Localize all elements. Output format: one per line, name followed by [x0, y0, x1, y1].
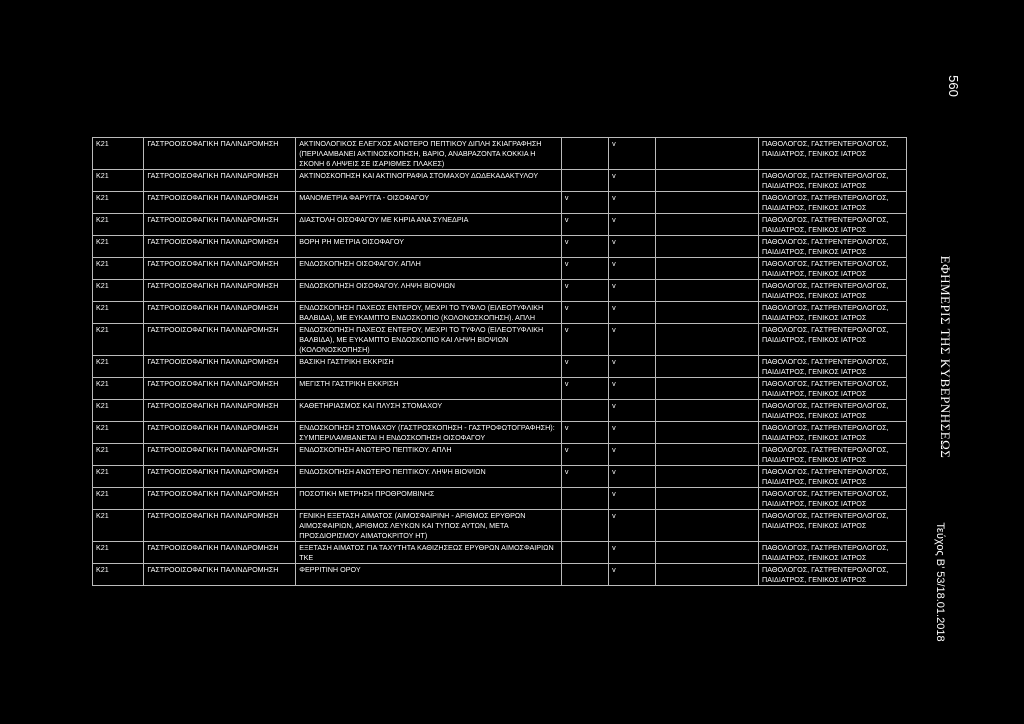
- row-mark-1: v: [561, 444, 608, 466]
- row-mark-1: v: [561, 192, 608, 214]
- row-code: K21: [93, 258, 144, 280]
- row-specialties: ΠΑΘΟΛΟΓΟΣ, ΓΑΣΤΡΕΝΤΕΡΟΛΟΓΟΣ, ΠΑΙΔΙΑΤΡΟΣ, ΓΕΝΙΚΟΣ ΙΑΤΡΟΣ: [759, 236, 907, 258]
- row-description: ΕΝΔΟΣΚΟΠΗΣΗ ΠΑΧΕΟΣ ΕΝΤΕΡΟΥ, ΜΕΧΡΙ ΤΟ ΤΥΦΛΟ (ΕΙΛΕΟΤΥΦΛΙΚΗ ΒΑΛΒΙΔΑ), ΜΕ ΕΥΚΑΜΠΤΟ ΕΝΔΟΣΚΟΠΙΟ (ΚΟΛΟΝΟΣΚΟΠΗΣΗ). ΑΠΛΗ: [296, 302, 562, 324]
- row-code: K21: [93, 378, 144, 400]
- row-description: ΕΞΕΤΑΣΗ ΑΙΜΑΤΟΣ ΓΙΑ ΤΑΧΥΤΗΤΑ ΚΑΘΙΖΗΣΕΩΣ ΕΡΥΘΡΩΝ ΑΙΜΟΣΦΑΙΡΙΩΝ ΤΚΕ: [296, 542, 562, 564]
- row-description: ΑΚΤΙΝΟΛΟΓΙΚΟΣ ΕΛΕΓΧΟΣ ΑΝΩΤΕΡΟ ΠΕΠΤΙΚΟΥ ΔΙΠΛΗ ΣΚΙΑΓΡΑΦΗΣΗ (ΠΕΡΙΛΑΜΒΑΝΕΙ ΑΚΤΙΝΟΣΚΟΠΗΣΗ, ΒΑΡΙΟ, ΑΝΑΒΡΑΖΟΝΤΑ ΚΟΚΚΙΑ Η ΣΚΟΝΗ 6 ΛΗΨΕΙΣ ΣΕ ΙΣΑΡΙΘΜΕΣ ΠΛΑΚΕΣ): [296, 138, 562, 170]
- gazette-title: ΕΦΗΜΕΡΙΣ ΤΗΣ ΚΥΒΕΡΝΗΣΕΩΣ: [938, 255, 953, 459]
- row-category: ΓΑΣΤΡΟΟΙΣΟΦΑΓΙΚΗ ΠΑΛΙΝΔΡΟΜΗΣΗ: [144, 422, 296, 444]
- row-code: K21: [93, 192, 144, 214]
- row-description: ΕΝΔΟΣΚΟΠΗΣΗ ΠΑΧΕΟΣ ΕΝΤΕΡΟΥ, ΜΕΧΡΙ ΤΟ ΤΥΦΛΟ (ΕΙΛΕΟΤΥΦΛΙΚΗ ΒΑΛΒΙΔΑ), ΜΕ ΕΥΚΑΜΠΤΟ ΕΝΔΟΣΚΟΠΙΟ ΚΑΙ ΛΗΨΗ ΒΙΟΨΙΩΝ (ΚΟΛΟΝΟΣΚΟΠΗΣΗ): [296, 324, 562, 356]
- row-specialties: ΠΑΘΟΛΟΓΟΣ, ΓΑΣΤΡΕΝΤΕΡΟΛΟΓΟΣ, ΠΑΙΔΙΑΤΡΟΣ, ΓΕΝΙΚΟΣ ΙΑΤΡΟΣ: [759, 258, 907, 280]
- row-mark-2: v: [609, 488, 656, 510]
- table-row: [93, 236, 907, 258]
- row-specialties: ΠΑΘΟΛΟΓΟΣ, ΓΑΣΤΡΕΝΤΕΡΟΛΟΓΟΣ, ΠΑΙΔΙΑΤΡΟΣ, ΓΕΝΙΚΟΣ ΙΑΤΡΟΣ: [759, 422, 907, 444]
- row-description: ΕΝΔΟΣΚΟΠΗΣΗ ΑΝΩΤΕΡΟ ΠΕΠΤΙΚΟΥ. ΑΠΛΗ: [296, 444, 562, 466]
- row-mark-1: v: [561, 302, 608, 324]
- row-mark-1: [561, 138, 608, 170]
- row-mark-1: [561, 400, 608, 422]
- row-code: K21: [93, 214, 144, 236]
- row-category: ΓΑΣΤΡΟΟΙΣΟΦΑΓΙΚΗ ΠΑΛΙΝΔΡΟΜΗΣΗ: [144, 236, 296, 258]
- row-mark-2: v: [609, 422, 656, 444]
- row-description: ΜΑΝΟΜΕΤΡΙΑ ΦΑΡΥΓΓΑ - ΟΙΣΟΦΑΓΟΥ: [296, 192, 562, 214]
- row-code: K21: [93, 170, 144, 192]
- row-mark-2: v: [609, 324, 656, 356]
- row-code: K21: [93, 236, 144, 258]
- row-mark-2: v: [609, 214, 656, 236]
- row-code: K21: [93, 422, 144, 444]
- row-description: ΕΝΔΟΣΚΟΠΗΣΗ ΟΙΣΟΦΑΓΟΥ. ΑΠΛΗ: [296, 258, 562, 280]
- row-specialties: ΠΑΘΟΛΟΓΟΣ, ΓΑΣΤΡΕΝΤΕΡΟΛΟΓΟΣ, ΠΑΙΔΙΑΤΡΟΣ, ΓΕΝΙΚΟΣ ΙΑΤΡΟΣ: [759, 356, 907, 378]
- row-category: ΓΑΣΤΡΟΟΙΣΟΦΑΓΙΚΗ ΠΑΛΙΝΔΡΟΜΗΣΗ: [144, 324, 296, 356]
- row-specialties: ΠΑΘΟΛΟΓΟΣ, ΓΑΣΤΡΕΝΤΕΡΟΛΟΓΟΣ, ΠΑΙΔΙΑΤΡΟΣ, ΓΕΝΙΚΟΣ ΙΑΤΡΟΣ: [759, 302, 907, 324]
- row-mark-1: [561, 488, 608, 510]
- row-code: K21: [93, 510, 144, 542]
- row-category: ΓΑΣΤΡΟΟΙΣΟΦΑΓΙΚΗ ΠΑΛΙΝΔΡΟΜΗΣΗ: [144, 280, 296, 302]
- row-spacer: [656, 280, 759, 302]
- row-category: ΓΑΣΤΡΟΟΙΣΟΦΑΓΙΚΗ ΠΑΛΙΝΔΡΟΜΗΣΗ: [144, 258, 296, 280]
- table-row: [93, 138, 907, 170]
- row-mark-2: v: [609, 280, 656, 302]
- row-mark-1: v: [561, 422, 608, 444]
- row-specialties: ΠΑΘΟΛΟΓΟΣ, ΓΑΣΤΡΕΝΤΕΡΟΛΟΓΟΣ, ΠΑΙΔΙΑΤΡΟΣ, ΓΕΝΙΚΟΣ ΙΑΤΡΟΣ: [759, 542, 907, 564]
- row-description: ΒΑΣΙΚΗ ΓΑΣΤΡΙΚΗ ΕΚΚΡΙΣΗ: [296, 356, 562, 378]
- row-spacer: [656, 236, 759, 258]
- row-code: K21: [93, 488, 144, 510]
- row-specialties: ΠΑΘΟΛΟΓΟΣ, ΓΑΣΤΡΕΝΤΕΡΟΛΟΓΟΣ, ΠΑΙΔΙΑΤΡΟΣ, ΓΕΝΙΚΟΣ ΙΑΤΡΟΣ: [759, 138, 907, 170]
- table-row: [93, 466, 907, 488]
- row-category: ΓΑΣΤΡΟΟΙΣΟΦΑΓΙΚΗ ΠΑΛΙΝΔΡΟΜΗΣΗ: [144, 510, 296, 542]
- table-row: [93, 510, 907, 542]
- row-mark-1: v: [561, 378, 608, 400]
- row-specialties: ΠΑΘΟΛΟΓΟΣ, ΓΑΣΤΡΕΝΤΕΡΟΛΟΓΟΣ, ΠΑΙΔΙΑΤΡΟΣ, ΓΕΝΙΚΟΣ ΙΑΤΡΟΣ: [759, 564, 907, 586]
- row-category: ΓΑΣΤΡΟΟΙΣΟΦΑΓΙΚΗ ΠΑΛΙΝΔΡΟΜΗΣΗ: [144, 302, 296, 324]
- row-code: K21: [93, 444, 144, 466]
- row-code: K21: [93, 302, 144, 324]
- row-category: ΓΑΣΤΡΟΟΙΣΟΦΑΓΙΚΗ ΠΑΛΙΝΔΡΟΜΗΣΗ: [144, 214, 296, 236]
- row-mark-1: v: [561, 280, 608, 302]
- row-spacer: [656, 564, 759, 586]
- exam-table-body: [93, 138, 907, 586]
- row-specialties: ΠΑΘΟΛΟΓΟΣ, ΓΑΣΤΡΕΝΤΕΡΟΛΟΓΟΣ, ΠΑΙΔΙΑΤΡΟΣ, ΓΕΝΙΚΟΣ ΙΑΤΡΟΣ: [759, 400, 907, 422]
- row-mark-1: v: [561, 356, 608, 378]
- row-mark-2: v: [609, 356, 656, 378]
- row-description: ΚΑΘΕΤΗΡΙΑΣΜΟΣ ΚΑΙ ΠΛΥΣΗ ΣΤΟΜΑΧΟΥ: [296, 400, 562, 422]
- row-spacer: [656, 258, 759, 280]
- row-description: ΕΝΔΟΣΚΟΠΗΣΗ ΟΙΣΟΦΑΓΟΥ. ΛΗΨΗ ΒΙΟΨΙΩΝ: [296, 280, 562, 302]
- row-spacer: [656, 466, 759, 488]
- table-row: [93, 488, 907, 510]
- row-specialties: ΠΑΘΟΛΟΓΟΣ, ΓΑΣΤΡΕΝΤΕΡΟΛΟΓΟΣ, ΠΑΙΔΙΑΤΡΟΣ, ΓΕΝΙΚΟΣ ΙΑΤΡΟΣ: [759, 170, 907, 192]
- row-description: ΦΕΡΡΙΤΙΝΗ ΟΡΟΥ: [296, 564, 562, 586]
- row-code: K21: [93, 542, 144, 564]
- row-mark-2: v: [609, 564, 656, 586]
- table-row: [93, 258, 907, 280]
- table-row: [93, 378, 907, 400]
- row-description: ΕΝΔΟΣΚΟΠΗΣΗ ΑΝΩΤΕΡΟ ΠΕΠΤΙΚΟΥ. ΛΗΨΗ ΒΙΟΨΙΩΝ: [296, 466, 562, 488]
- row-spacer: [656, 444, 759, 466]
- row-category: ΓΑΣΤΡΟΟΙΣΟΦΑΓΙΚΗ ΠΑΛΙΝΔΡΟΜΗΣΗ: [144, 466, 296, 488]
- table-row: [93, 324, 907, 356]
- row-description: ΓΕΝΙΚΗ ΕΞΕΤΑΣΗ ΑΙΜΑΤΟΣ (ΑΙΜΟΣΦΑΙΡΙΝΗ - ΑΡΙΘΜΟΣ ΕΡΥΘΡΩΝ ΑΙΜΟΣΦΑΙΡΙΩΝ, ΑΡΙΘΜΟΣ ΛΕΥΚΩΝ ΚΑΙ ΤΥΠΟΣ ΑΥΤΩΝ, ΜΕΤΑ ΠΡΟΣΔΙΟΡΙΣΜΟΥ ΑΙΜΑΤΟΚΡΙΤΟΥ ΗΤ): [296, 510, 562, 542]
- row-category: ΓΑΣΤΡΟΟΙΣΟΦΑΓΙΚΗ ΠΑΛΙΝΔΡΟΜΗΣΗ: [144, 444, 296, 466]
- row-code: K21: [93, 356, 144, 378]
- row-mark-1: v: [561, 258, 608, 280]
- table-row: [93, 356, 907, 378]
- row-mark-1: [561, 170, 608, 192]
- row-specialties: ΠΑΘΟΛΟΓΟΣ, ΓΑΣΤΡΕΝΤΕΡΟΛΟΓΟΣ, ΠΑΙΔΙΑΤΡΟΣ, ΓΕΝΙΚΟΣ ΙΑΤΡΟΣ: [759, 510, 907, 542]
- row-specialties: ΠΑΘΟΛΟΓΟΣ, ΓΑΣΤΡΕΝΤΕΡΟΛΟΓΟΣ, ΠΑΙΔΙΑΤΡΟΣ, ΓΕΝΙΚΟΣ ΙΑΤΡΟΣ: [759, 378, 907, 400]
- row-mark-1: v: [561, 466, 608, 488]
- table-row: [93, 542, 907, 564]
- row-spacer: [656, 302, 759, 324]
- row-mark-1: [561, 542, 608, 564]
- row-mark-2: v: [609, 192, 656, 214]
- row-specialties: ΠΑΘΟΛΟΓΟΣ, ΓΑΣΤΡΕΝΤΕΡΟΛΟΓΟΣ, ΠΑΙΔΙΑΤΡΟΣ, ΓΕΝΙΚΟΣ ΙΑΤΡΟΣ: [759, 444, 907, 466]
- row-specialties: ΠΑΘΟΛΟΓΟΣ, ΓΑΣΤΡΕΝΤΕΡΟΛΟΓΟΣ, ΠΑΙΔΙΑΤΡΟΣ, ΓΕΝΙΚΟΣ ΙΑΤΡΟΣ: [759, 192, 907, 214]
- table-row: [93, 400, 907, 422]
- row-mark-2: v: [609, 138, 656, 170]
- row-mark-2: v: [609, 170, 656, 192]
- row-mark-2: v: [609, 466, 656, 488]
- row-category: ΓΑΣΤΡΟΟΙΣΟΦΑΓΙΚΗ ΠΑΛΙΝΔΡΟΜΗΣΗ: [144, 138, 296, 170]
- table-row: [93, 280, 907, 302]
- row-mark-1: v: [561, 324, 608, 356]
- table-row: [93, 170, 907, 192]
- row-mark-1: v: [561, 236, 608, 258]
- row-spacer: [656, 138, 759, 170]
- row-category: ΓΑΣΤΡΟΟΙΣΟΦΑΓΙΚΗ ΠΑΛΙΝΔΡΟΜΗΣΗ: [144, 542, 296, 564]
- row-category: ΓΑΣΤΡΟΟΙΣΟΦΑΓΙΚΗ ΠΑΛΙΝΔΡΟΜΗΣΗ: [144, 564, 296, 586]
- row-spacer: [656, 542, 759, 564]
- row-spacer: [656, 214, 759, 236]
- row-spacer: [656, 422, 759, 444]
- row-description: ΒΟΡΗ ΡΗ ΜΕΤΡΙΑ ΟΙΣΟΦΑΓΟΥ: [296, 236, 562, 258]
- table-row: [93, 564, 907, 586]
- row-category: ΓΑΣΤΡΟΟΙΣΟΦΑΓΙΚΗ ΠΑΛΙΝΔΡΟΜΗΣΗ: [144, 356, 296, 378]
- table-row: [93, 214, 907, 236]
- row-spacer: [656, 488, 759, 510]
- row-category: ΓΑΣΤΡΟΟΙΣΟΦΑΓΙΚΗ ΠΑΛΙΝΔΡΟΜΗΣΗ: [144, 170, 296, 192]
- row-mark-1: [561, 510, 608, 542]
- row-mark-2: v: [609, 236, 656, 258]
- row-specialties: ΠΑΘΟΛΟΓΟΣ, ΓΑΣΤΡΕΝΤΕΡΟΛΟΓΟΣ, ΠΑΙΔΙΑΤΡΟΣ, ΓΕΝΙΚΟΣ ΙΑΤΡΟΣ: [759, 488, 907, 510]
- row-spacer: [656, 400, 759, 422]
- row-mark-2: v: [609, 542, 656, 564]
- row-category: ΓΑΣΤΡΟΟΙΣΟΦΑΓΙΚΗ ΠΑΛΙΝΔΡΟΜΗΣΗ: [144, 378, 296, 400]
- row-specialties: ΠΑΘΟΛΟΓΟΣ, ΓΑΣΤΡΕΝΤΕΡΟΛΟΓΟΣ, ΠΑΙΔΙΑΤΡΟΣ, ΓΕΝΙΚΟΣ ΙΑΤΡΟΣ: [759, 280, 907, 302]
- row-specialties: ΠΑΘΟΛΟΓΟΣ, ΓΑΣΤΡΕΝΤΕΡΟΛΟΓΟΣ, ΠΑΙΔΙΑΤΡΟΣ, ΓΕΝΙΚΟΣ ΙΑΤΡΟΣ: [759, 466, 907, 488]
- row-code: K21: [93, 324, 144, 356]
- table-row: [93, 422, 907, 444]
- row-code: K21: [93, 400, 144, 422]
- row-description: ΑΚΤΙΝΟΣΚΟΠΗΣΗ ΚΑΙ ΑΚΤΙΝΟΓΡΑΦΙΑ ΣΤΟΜΑΧΟΥ ΔΩΔΕΚΑΔΑΚΤΥΛΟΥ: [296, 170, 562, 192]
- row-mark-2: v: [609, 400, 656, 422]
- row-specialties: ΠΑΘΟΛΟΓΟΣ, ΓΑΣΤΡΕΝΤΕΡΟΛΟΓΟΣ, ΠΑΙΔΙΑΤΡΟΣ, ΓΕΝΙΚΟΣ ΙΑΤΡΟΣ: [759, 324, 907, 356]
- row-category: ΓΑΣΤΡΟΟΙΣΟΦΑΓΙΚΗ ΠΑΛΙΝΔΡΟΜΗΣΗ: [144, 192, 296, 214]
- row-code: K21: [93, 564, 144, 586]
- row-specialties: ΠΑΘΟΛΟΓΟΣ, ΓΑΣΤΡΕΝΤΕΡΟΛΟΓΟΣ, ΠΑΙΔΙΑΤΡΟΣ, ΓΕΝΙΚΟΣ ΙΑΤΡΟΣ: [759, 214, 907, 236]
- row-mark-2: v: [609, 444, 656, 466]
- table-row: [93, 192, 907, 214]
- row-mark-2: v: [609, 510, 656, 542]
- table-row: [93, 444, 907, 466]
- row-code: K21: [93, 280, 144, 302]
- row-description: ΕΝΔΟΣΚΟΠΗΣΗ ΣΤΟΜΑΧΟΥ (ΓΑΣΤΡΟΣΚΟΠΗΣΗ - ΓΑΣΤΡΟΦΩΤΟΓΡΑΦΗΣΗ): ΣΥΜΠΕΡΙΛΑΜΒΑΝΕΤΑΙ Η ΕΝΔΟΣΚΟΠΗΣΗ ΟΙΣΟΦΑΓΟΥ: [296, 422, 562, 444]
- row-mark-2: v: [609, 258, 656, 280]
- row-description: ΜΕΓΙΣΤΗ ΓΑΣΤΡΙΚΗ ΕΚΚΡΙΣΗ: [296, 378, 562, 400]
- row-spacer: [656, 510, 759, 542]
- row-code: K21: [93, 466, 144, 488]
- row-mark-1: [561, 564, 608, 586]
- issue-reference: Τεύχος Β’ 53/18.01.2018: [934, 522, 946, 642]
- row-category: ΓΑΣΤΡΟΟΙΣΟΦΑΓΙΚΗ ΠΑΛΙΝΔΡΟΜΗΣΗ: [144, 488, 296, 510]
- table-row: [93, 302, 907, 324]
- row-mark-2: v: [609, 302, 656, 324]
- row-spacer: [656, 378, 759, 400]
- exam-table: [92, 137, 907, 586]
- row-spacer: [656, 170, 759, 192]
- page-number: 560: [946, 75, 961, 97]
- row-spacer: [656, 356, 759, 378]
- row-mark-2: v: [609, 378, 656, 400]
- row-description: ΔΙΑΣΤΟΛΗ ΟΙΣΟΦΑΓΟΥ ΜΕ ΚΗΡΙΑ ΑΝΑ ΣΥΝΕΔΡΙΑ: [296, 214, 562, 236]
- row-spacer: [656, 192, 759, 214]
- row-mark-1: v: [561, 214, 608, 236]
- row-code: K21: [93, 138, 144, 170]
- row-description: ΠΟΣΟΤΙΚΗ ΜΕΤΡΗΣΗ ΠΡΟΘΡΟΜΒΙΝΗΣ: [296, 488, 562, 510]
- row-category: ΓΑΣΤΡΟΟΙΣΟΦΑΓΙΚΗ ΠΑΛΙΝΔΡΟΜΗΣΗ: [144, 400, 296, 422]
- row-spacer: [656, 324, 759, 356]
